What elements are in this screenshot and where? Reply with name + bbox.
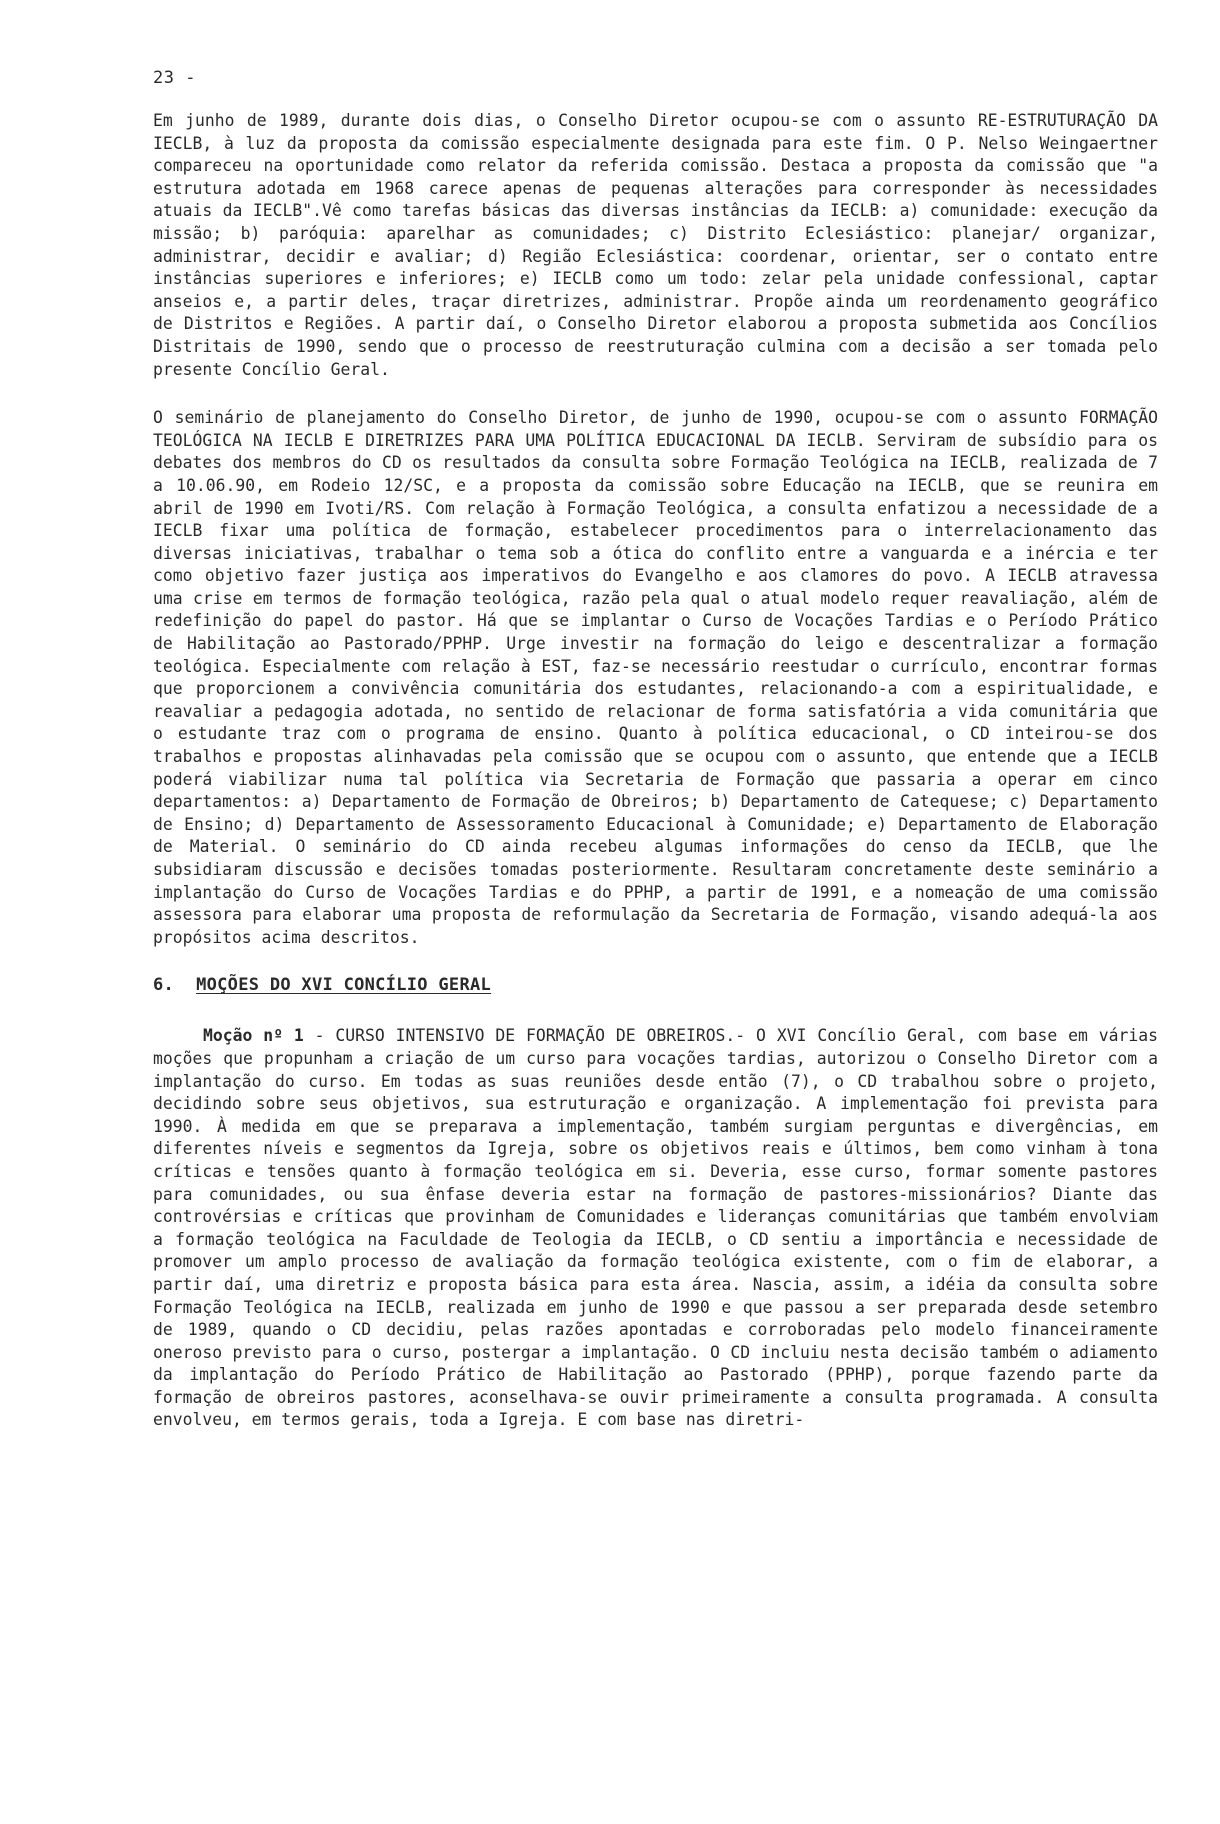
section-title: MOÇÕES DO XVI CONCÍLIO GERAL [196,975,492,996]
section-heading [153,975,1158,995]
paragraph-restructuring: Em junho de 1989, durante dois dias, o Conselho Diretor ocupou-se com o assunto RE-ESTRUTURAÇÃO DA IECLB, à luz da proposta da comissão especialmente designada para este fim. O P. Nelso Weingaertner compareceu na oportunidade como relator da referida comissão. Destaca a proposta da comissão que "a estrutura adotada em 1968 carece apenas de pequenas alterações para corresponder às necessidades atuais da IECLB".Vê como tarefas básicas das diversas instâncias da IECLB: a) comunidade: execução da missão; b) paróquia: aparelhar as comunidades; c) Distrito Eclesiástico: planejar/ organizar, administrar, decidir e avaliar; d) Região Eclesiástica: coordenar, orientar, ser o contato entre instâncias superiores e inferiores; e) IECLB como um todo: zelar pela unidade confessional, captar anseios e, a partir deles, traçar diretrizes, administrar. Propõe ainda um reordenamento geográfico de Distritos e Regiões. A partir daí, o Conselho Diretor elaborou a proposta submetida aos Concílios Distritais de 1990, sendo que o processo de reestruturação culmina com a decisão a ser tomada pelo presente Concílio Geral. [153,111,1158,379]
document-page [153,68,1158,1448]
page-number: 23 - [153,68,196,88]
motion-text: - CURSO INTENSIVO DE FORMAÇÃO DE OBREIROS.- O XVI Concílio Geral, com base em várias moções que propunham a criação de um curso para vocações tardias, autorizou o Conselho Diretor com a implantação do curso. Em todas as suas reuniões desde então (7), o CD trabalhou sobre o projeto, decidindo sobre seus objetivos, sua estruturação e organização. A implementação foi prevista para 1990. À medida em que se preparava a implementação, também surgiam perguntas e divergências, em diferentes níveis e segmentos da Igreja, sobre os objetivos reais e últimos, bem como vinham à tona críticas e tensões quanto à formação teológica em si. Deveria, esse curso, formar somente pastores para comunidades, ou sua ênfase deveria estar na formação de pastores-missionários? Diante das controvérsias e críticas que provinham de Comunidades e lideranças comunitárias que também envolviam a formação teológica na Faculdade de Teologia da IECLB, o CD sentiu a importância e necessidade de promover um amplo processo de avaliação da formação teológica existente, com o fim de elaborar, a partir daí, uma diretriz e proposta básica para esta área. Nascia, assim, a idéia da consulta sobre Formação Teológica na IECLB, realizada em junho de 1990 e que passou a ser preparada desde setembro de 1989, quando o CD decidiu, pelas razões apontadas e corroboradas pelo modelo financeiramente oneroso previsto para o curso, postergar a implantação. O CD incluiu nesta decisão também o adiamento da implantação do Período Prático de Habilitação ao Pastorado (PPHP), porque fazendo parte da formação de obreiros pastores, aconselhava-se ouvir primeiramente a consulta programada. A consulta envolveu, em termos gerais, toda a Igreja. E com base nas diretri- [153,1026,1158,1430]
paragraph-theological-formation: O seminário de planejamento do Conselho Diretor, de junho de 1990, ocupou-se com o assunto FORMAÇÃO TEOLÓGICA NA IECLB E DIRETRIZES PARA UMA POLÍTICA EDUCACIONAL DA IECLB. Serviram de subsídio para os debates dos membros do CD os resultados da consulta sobre Formação Teológica na IECLB, realizada de 7 a 10.06.90, em Rodeio 12/SC, e a proposta da comissão sobre Educação na IECLB, que se reunira em abril de 1990 em Ivoti/RS. Com relação à Formação Teológica, a consulta enfatizou a necessidade de a IECLB fixar uma política de formação, estabelecer procedimentos para o interrelacionamento das diversas iniciativas, trabalhar o tema sob a ótica do conflito entre a vanguarda e a inércia e ter como objetivo fazer justiça aos imperativos do Evangelho e aos clamores do povo. A IECLB atravessa uma crise em termos de formação teológica, razão pela qual o atual modelo requer reavaliação, além de redefinição do papel do pastor. Há que se implantar o Curso de Vocações Tardias e o Período Prático de Habilitação ao Pastorado/PPHP. Urge investir na formação do leigo e descentralizar a formação teológica. Especialmente com relação à EST, faz-se necessário reestudar o currículo, encontrar formas que proporcionem a convivência comunitária dos estudantes, relacionando-a com a espiritualidade, e reavaliar a pedagogia adotada, no sentido de relacionar de forma satisfatória a vida comunitária que o estudante traz com o programa de ensino. Quanto à política educacional, o CD inteirou-se dos trabalhos e propostas alinhavadas pela comissão que se ocupou com o assunto, que entende que a IECLB poderá viabilizar numa tal política via Secretaria de Formação que passaria a operar em cinco departamentos: a) Departamento de Formação de Obreiros; b) Departamento de Catequese; c) Departamento de Ensino; d) Departamento de Assessoramento Educacional à Comunidade; e) Departamento de Elaboração de Material. O seminário do CD ainda recebeu algumas informações do censo da IECLB, que lhe subsidiaram discussão e decisões tomadas posteriormente. Resultaram concretamente deste seminário a implantação do Curso de Vocações Tardias e do PPHP, a partir de 1991, e a nomeação de uma comissão assessora para elaborar uma proposta de reformulação da Secretaria de Formação, visando adequá-la aos propósitos acima descritos. [153,408,1158,947]
motion-label: Moção nº 1 [203,1026,304,1046]
motion-paragraph [153,1025,1158,1432]
section-number: 6. [153,975,175,996]
